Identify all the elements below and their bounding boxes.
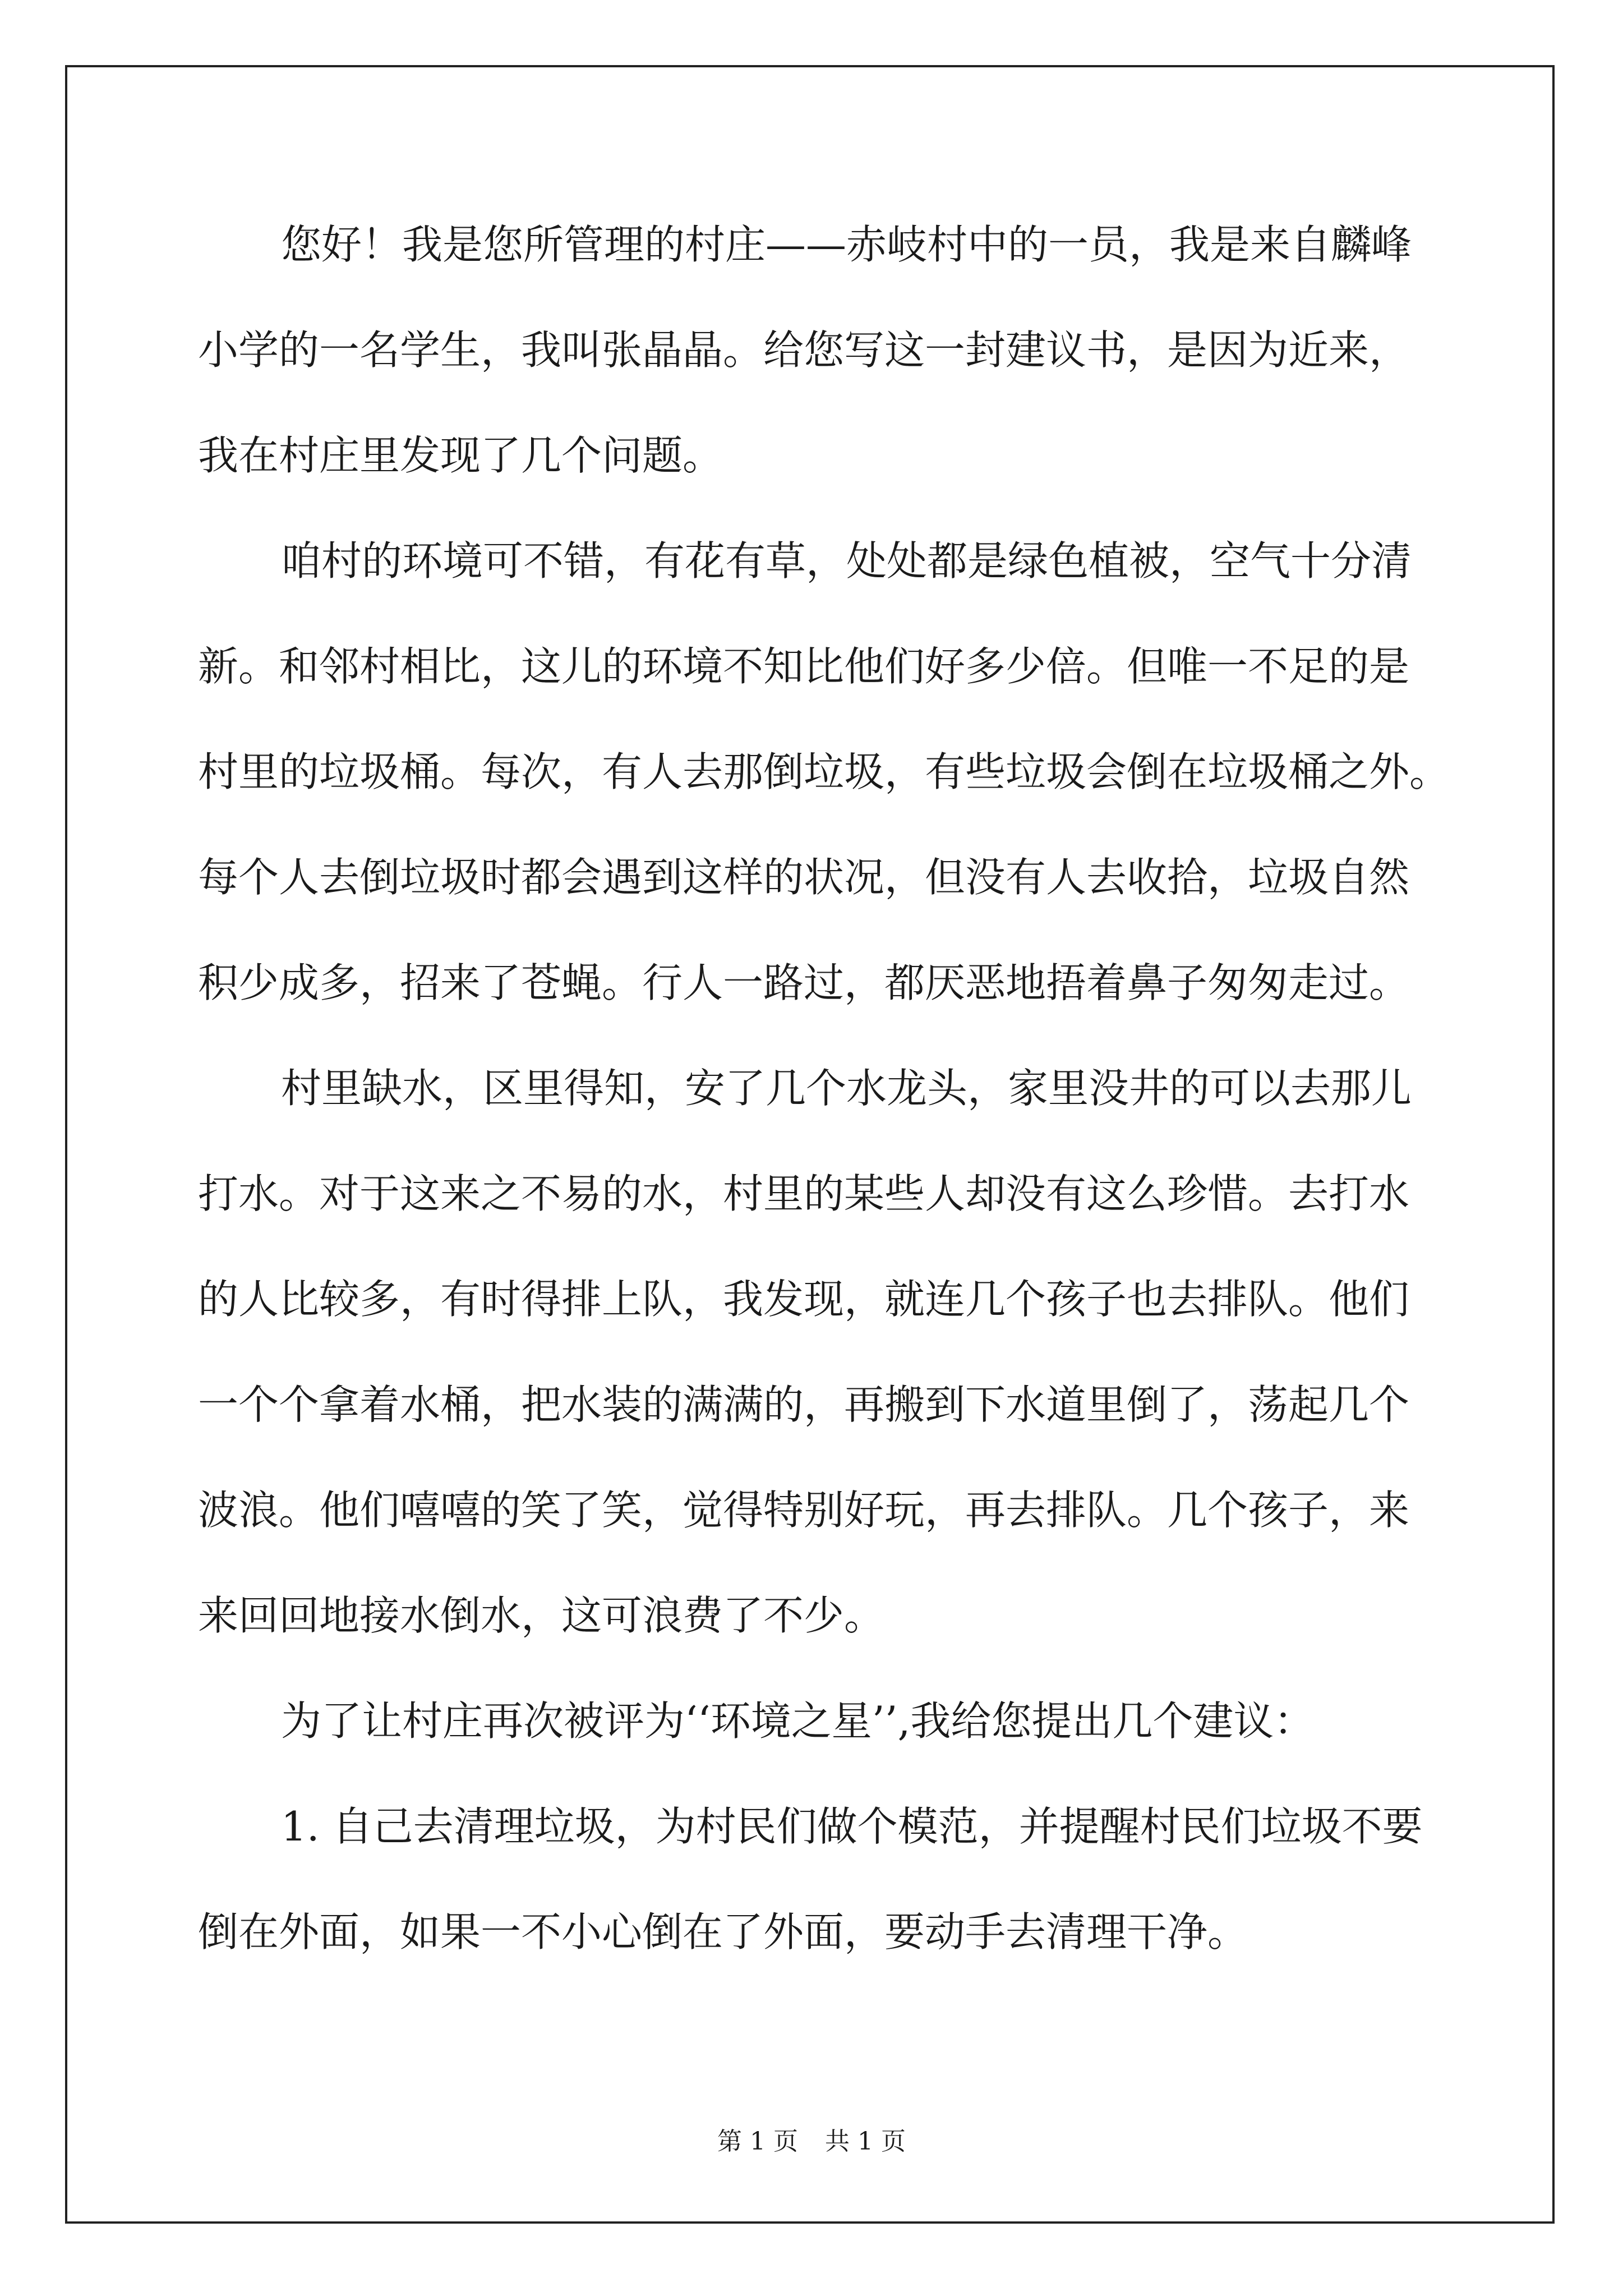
- paragraph-4-line-1: 为了让村庄再次被评为‘‘环境之星’’,我给您提出几个建议：: [281, 1697, 1315, 1745]
- paragraph-3-line-6: 来回回地接水倒水，这可浪费了不少。: [198, 1592, 885, 1639]
- paragraph-2-line-2: 新。和邻村相比，这儿的环境不知比他们好多少倍。但唯一不足的是: [198, 643, 1410, 690]
- paragraph-3-line-2: 打水。对于这来之不易的水，村里的某些人却没有这么珍惜。去打水: [198, 1170, 1410, 1217]
- paragraph-2-line-4: 每个人去倒垃圾时都会遇到这样的状况，但没有人去收拾，垃圾自然: [198, 854, 1410, 901]
- paragraph-3-line-1: 村里缺水，区里得知，安了几个水龙头，家里没井的可以去那儿: [281, 1065, 1412, 1112]
- paragraph-2-line-5: 积少成多，招来了苍蝇。行人一路过，都厌恶地捂着鼻子匆匆走过。: [198, 959, 1410, 1006]
- paragraph-1-line-1: 您好！我是您所管理的村庄——赤岐村中的一员，我是来自麟峰: [281, 221, 1412, 268]
- page-number-total: 共 1 页: [825, 2127, 906, 2156]
- letter-body: [198, 208, 1450, 2000]
- suggestion-1-line-2: 倒在外面，如果一不小心倒在了外面，要动手去清理干净。: [198, 1908, 1248, 1955]
- paragraph-2-line-1: 咱村的环境可不错，有花有草，处处都是绿色植被，空气十分清: [281, 537, 1412, 585]
- paragraph-1-line-3: 我在村庄里发现了几个问题。: [198, 432, 723, 479]
- page-number-current: 第 1 页: [717, 2127, 798, 2156]
- suggestion-1-line-1: 1. 自己去清理垃圾，为村民们做个模范，并提醒村民们垃圾不要: [281, 1803, 1423, 1850]
- paragraph-3-line-4: 一个个拿着水桶，把水装的满满的，再搬到下水道里倒了，荡起几个: [198, 1381, 1410, 1428]
- paragraph-3-line-5: 波浪。他们嘻嘻的笑了笑，觉得特别好玩，再去排队。几个孩子，来: [198, 1487, 1410, 1534]
- page-footer: [0, 2125, 1623, 2159]
- paragraph-1-line-2: 小学的一名学生，我叫张晶晶。给您写这一封建议书，是因为近来，: [198, 326, 1410, 374]
- paragraph-3-line-3: 的人比较多，有时得排上队，我发现，就连几个孩子也去排队。他们: [198, 1276, 1410, 1323]
- paragraph-2-line-3: 村里的垃圾桶。每次，有人去那倒垃圾，有些垃圾会倒在垃圾桶之外。: [198, 748, 1450, 795]
